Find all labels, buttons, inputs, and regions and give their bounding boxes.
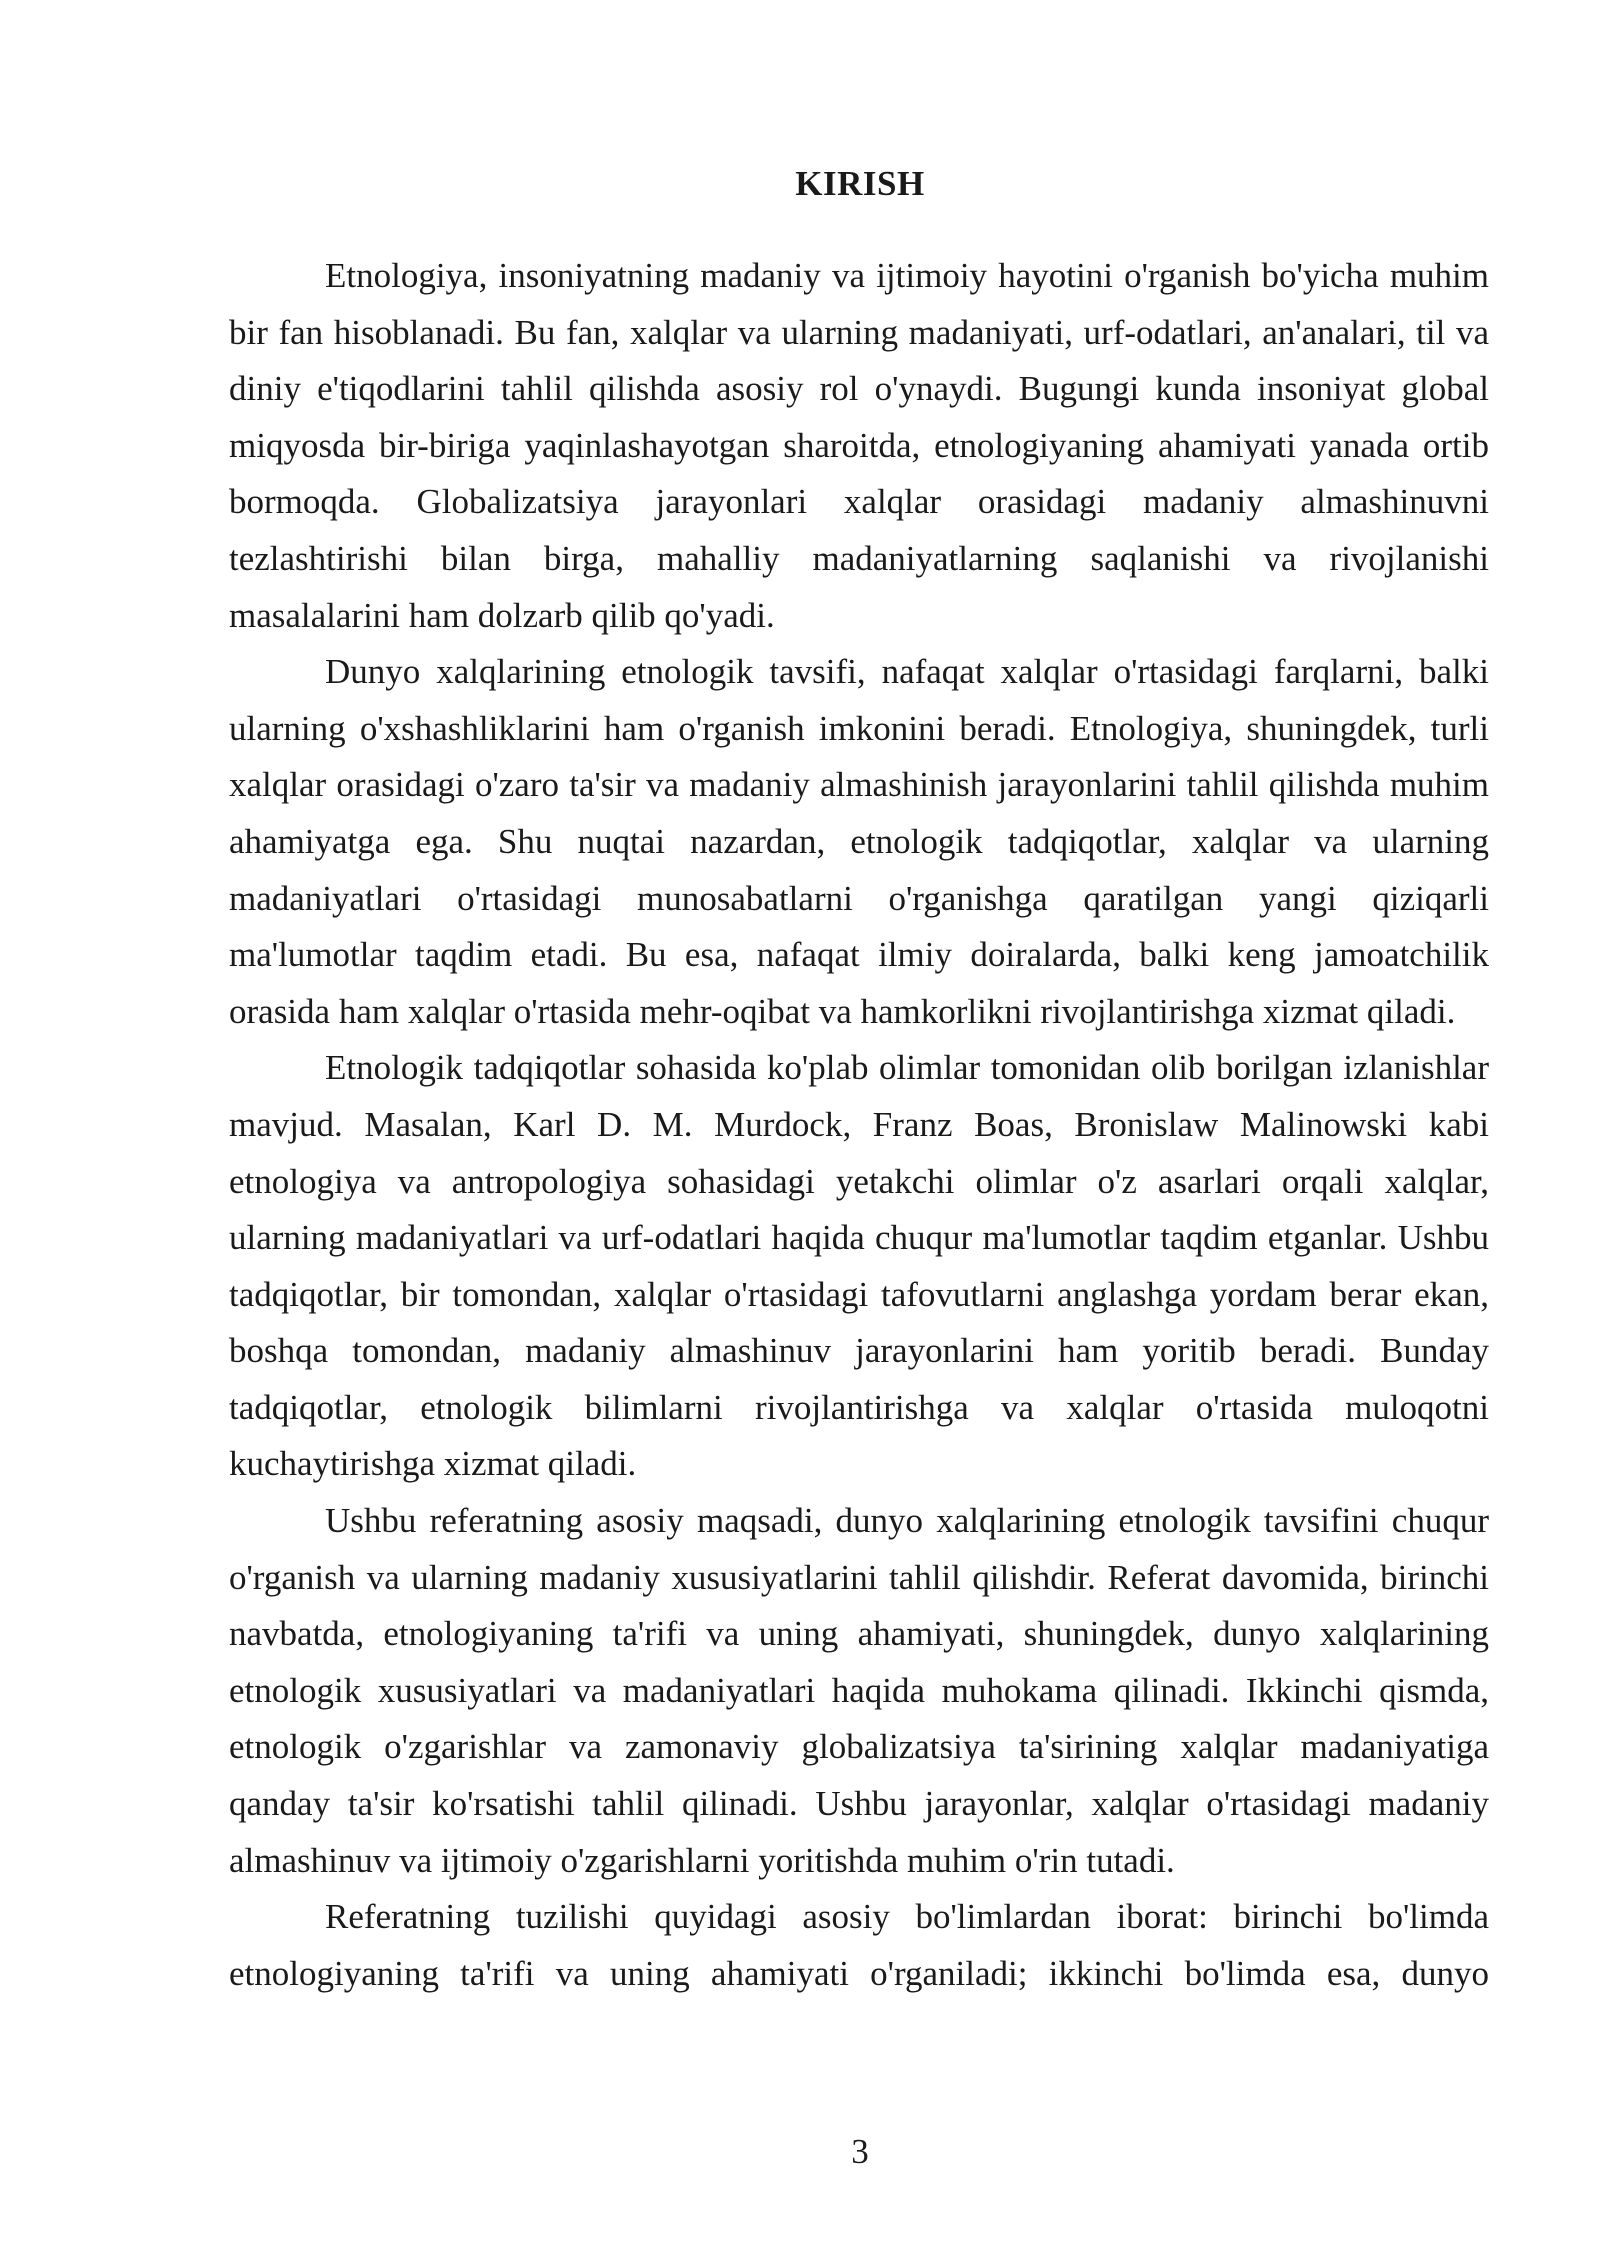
paragraph-1: Etnologiya, insoniyatning madaniy va ijtimoiy hayotini o'rganish bo'yicha muhim bir fan hisoblanadi. Bu fan, xalqlar va ularning madaniyati, urf-odatlari, an'analari, til va diniy e'tiqodlarini tahlil qilishda asosiy rol o'ynaydi. Bugungi kunda insoniyat global miqyosda bir-biriga yaqinlashayotgan sharoitda, etnologiyaning ahamiyati yanada ortib bormoqda. Globalizatsiya jarayonlari xalqlar orasidagi madaniy almashinuvni tezlashtirishi bilan birga, mahalliy madaniyatlarning saqlanishi va rivojlanishi masalalarini ham dolzarb qilib qo'yadi.: [229, 256, 1489, 635]
paragraph-5: Referatning tuzilishi quyidagi asosiy bo'limlardan iborat: birinchi bo'limda etnologiyaning ta'rifi va uning ahamiyati o'rganiladi; ikkinchi bo'limda esa, dunyo: [229, 1897, 1489, 1993]
paragraph-4: Ushbu referatning asosiy maqsadi, dunyo xalqlarining etnologik tavsifini chuqur o'rganish va ularning madaniy xususiyatlarini tahlil qilishdir. Referat davomida, birinchi navbatda, etnologiyaning ta'rifi va uning ahamiyati, shuningdek, dunyo xalqlarining etnologik xususiyatlari va madaniyatlari haqida muhokama qilinadi. Ikkinchi qismda, etnologik o'zgarishlar va zamonaviy globalizatsiya ta'sirining xalqlar madaniyatiga qanday ta'sir ko'rsatishi tahlil qilinadi. Ushbu jarayonlar, xalqlar o'rtasidagi madaniy almashinuv va ijtimoiy o'zgarishlarni yoritishda muhim o'rin tutadi.: [229, 1501, 1489, 1880]
paragraph-3: Etnologik tadqiqotlar sohasida ko'plab olimlar tomonidan olib borilgan izlanishlar mavjud. Masalan, Karl D. M. Murdock, Franz Boas, Bronislaw Malinowski kabi etnologiya va antropologiya sohasidagi yetakchi olimlar o'z asarlari orqali xalqlar, ularning madaniyatlari va urf-odatlari haqida chuqur ma'lumotlar taqdim etganlar. Ushbu tadqiqotlar, bir tomondan, xalqlar o'rtasidagi tafovutlarni anglashga yordam berar ekan, boshqa tomondan, madaniy almashinuv jarayonlarini ham yoritib beradi. Bunday tadqiqotlar, etnologik bilimlarni rivojlantirishga va xalqlar o'rtasida muloqotni kuchaytirishga xizmat qiladi.: [229, 1048, 1489, 1484]
page-number: 3: [851, 2132, 869, 2171]
section-title: KIRISH: [795, 164, 925, 203]
document-body: [229, 248, 1489, 2002]
paragraph-2: Dunyo xalqlarining etnologik tavsifi, nafaqat xalqlar o'rtasidagi farqlarni, balki ularning o'xshashliklarini ham o'rganish imkonini beradi. Etnologiya, shuningdek, turli xalqlar orasidagi o'zaro ta'sir va madaniy almashinish jarayonlarini tahlil qilishda muhim ahamiyatga ega. Shu nuqtai nazardan, etnologik tadqiqotlar, xalqlar va ularning madaniyatlari o'rtasidagi munosabatlarni o'rganishga qaratilgan yangi qiziqarli ma'lumotlar taqdim etadi. Bu esa, nafaqat ilmiy doiralarda, balki keng jamoatchilik orasida ham xalqlar o'rtasida mehr-oqibat va hamkorlikni rivojlantirishga xizmat qiladi.: [229, 652, 1489, 1031]
